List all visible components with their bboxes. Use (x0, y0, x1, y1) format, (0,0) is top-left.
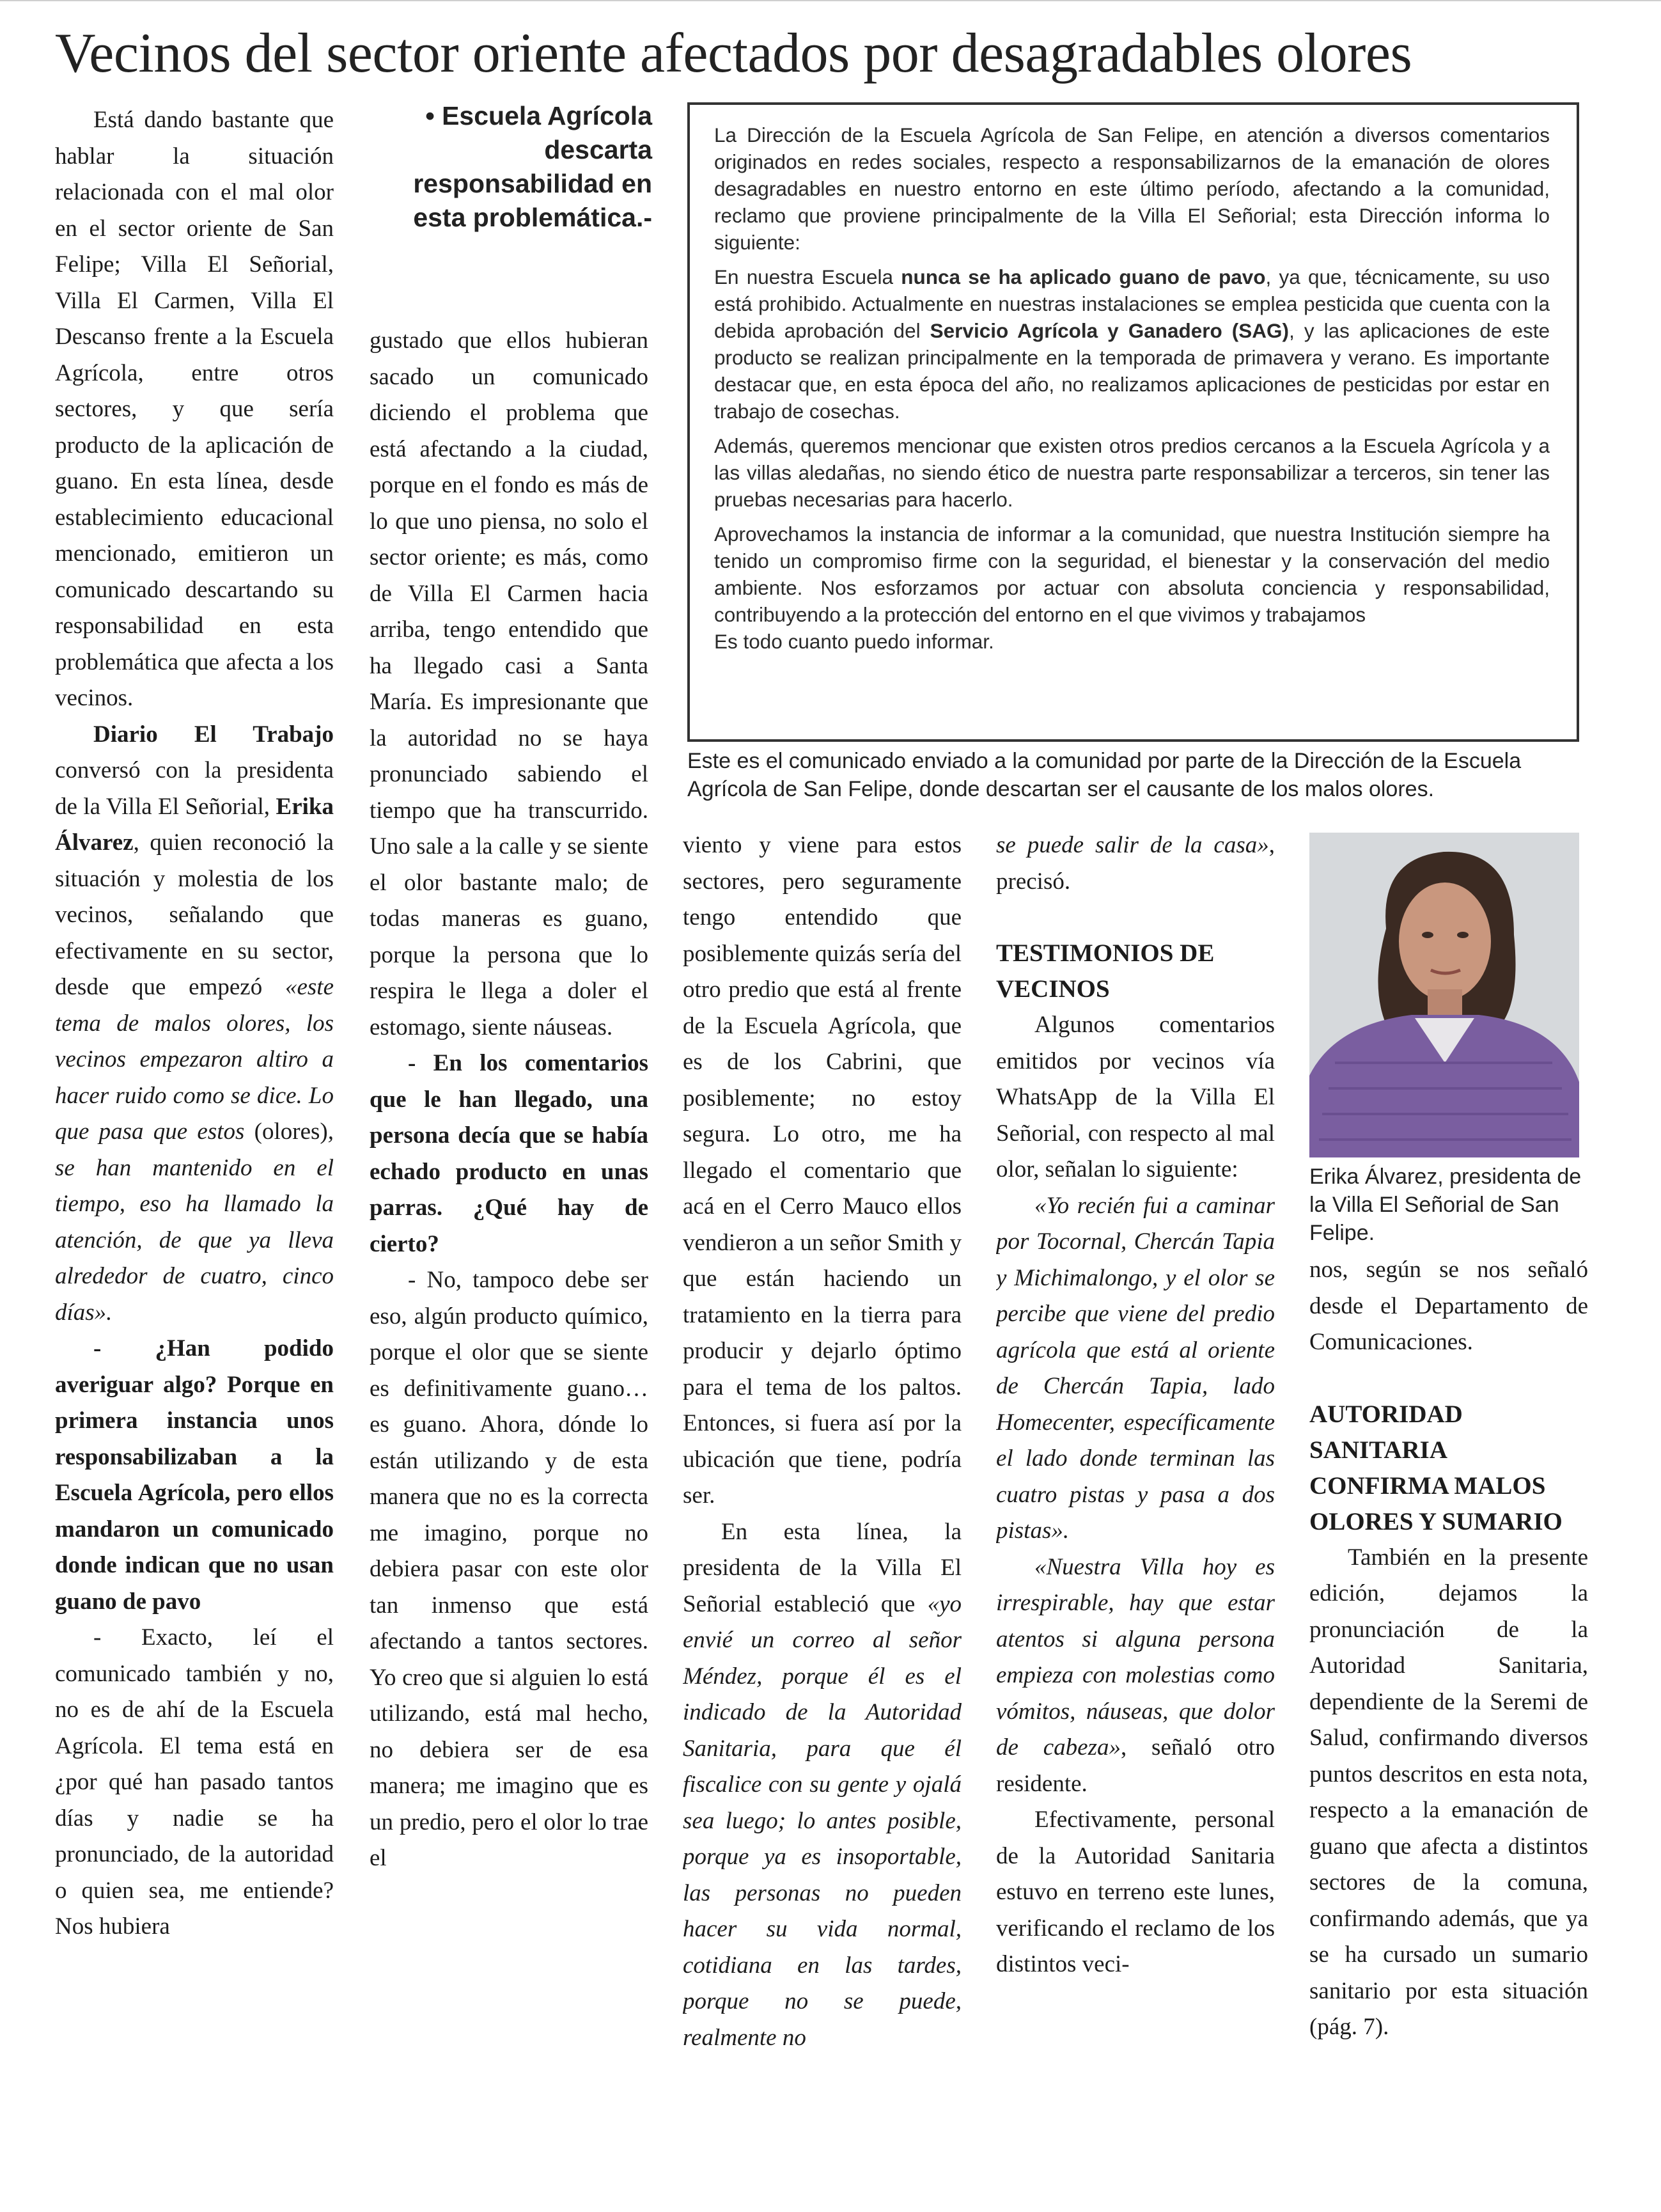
text-run: (olores) (244, 1118, 328, 1145)
column-5 (1309, 1252, 1588, 2200)
communique-paragraph-4: Aprovechamos la instancia de informar a la comunidad, que nuestra Institución siempre ha tenido un compromiso firme con la seguridad, el bienestar y la conservación del medio ambiente. Nos esforzamos por actuar con absoluta conciencia y responsabilidad, contribuyendo a la protección del entorno en el que vivimos y trabajamos (714, 522, 1550, 626)
president-statement (683, 1514, 962, 2057)
emphasis-run: Servicio Agrícola y Ganadero (SAG) (930, 319, 1290, 342)
quote-run: «yo envié un correo al señor Méndez, porque él es el indicado de la Autoridad Sanitaria, para que él fiscalice con su gente y ojalá sea luego; lo antes posible, porque ya es insoportable, las personas no pueden hacer su vida normal, cotidiana en las tardes, porque no se puede, realmente no (683, 1590, 962, 2051)
text-run: , señaló otro residente. (996, 1734, 1275, 1797)
communique-paragraph-1: La Dirección de la Escuela Agrícola de San Felipe, en atención a diversos comentarios originados en redes sociales, respecto a responsabilizarnos de la emanación de olores desagradables en nuestro entorno en este último período, afectando a la comunidad, reclamo que proviene principalmente de la Villa El Señorial; esta Dirección informa lo siguiente: (714, 123, 1550, 254)
column-3 (683, 828, 962, 2200)
photo-caption: Erika Álvarez, presidenta de la Villa El Señorial de San Felipe. (1309, 1165, 1582, 1245)
authority-visit: Efectivamente, personal de la Autoridad Sanitaria estuvo en terreno este lunes, verificando el reclamo de los distintos veci- (996, 1807, 1275, 1977)
testimonial-2 (996, 1549, 1275, 1803)
emphasis-run: nunca se ha aplicado guano de pavo (901, 265, 1266, 288)
portrait-photo-icon (1309, 833, 1579, 1157)
text-run: En esta línea, la presidenta de la Villa El Señorial estableció que (683, 1518, 962, 1617)
communique-box (687, 102, 1579, 742)
portrait-photo (1309, 833, 1579, 1157)
answer-1-continued: gustado que ellos hubieran sacado un comunicado diciendo el problema que está afectando a la ciudad, porque en el fondo es más de lo que uno piensa, no solo el sector oriente; es más, como de Villa El Carmen hacia arriba, tengo entendido que ha llegado casi a Santa María. Es impresionante que la autoridad no se haya pronunciado sabiendo el tiempo que ha transcurrido. Uno sale a la calle y se siente el olor bastante malo; de todas maneras es guano, porque la persona que lo respira le llega a doler el estomago, siente náuseas. (370, 327, 648, 1040)
pull-quote: • Escuela Agrícola descarta responsabilidad en esta problemática.- (413, 101, 652, 232)
answer-2-continued: viento y viene para estos sectores, pero seguramente tengo entendido que posiblemente quizás sería del otro predio que está al frente de la Escuela Agrícola, que es de los Cabrini, que posiblemente; no estoy segura. Lo otro, me ha llegado el comentario que acá en el Cerro Mauco ellos vendieron a un señor Smith y que están haciendo un tratamiento en la tierra para producir y dejarlo óptimo para el tema de los paltos. Entonces, si fuera así por la ubicación que tiene, podría ser. (683, 832, 962, 1509)
quote-run: , se han mantenido en el tiempo, eso ha llamado la atención, de que ya lleva alrededor de cuatro, cinco días». (55, 1118, 334, 1326)
section-heading-testimonios: TESTIMONIOS DE VECINOS (996, 939, 1215, 1003)
quote-run: «este tema de malos olores, los vecinos empezaron altiro a hacer ruido como se dice. Lo que pasa que estos (55, 974, 334, 1145)
text-run: , quien reconoció la situación y molestia de los vecinos, señalando que efectivamente en su sector, desde que empezó (55, 829, 334, 1000)
interview-intro (55, 717, 334, 1331)
column-4 (996, 828, 1275, 2200)
communique-caption: Este es el comunicado enviado a la comunidad por parte de la Dirección de la Escuela Agrícola de San Felipe, donde descartan ser el causante de los malos olores. (687, 749, 1522, 801)
authority-paragraph: También en la presente edición, dejamos la pronunciación de la Autoridad Sanitaria, dependiente de la Seremi de Salud, confirmando diversos puntos descritos en esta nota, respecto a la emanación de guano que afecta a distintos sectores de la comuna, confirmando además, que ya se ha cursado un sumario sanitario por esta situación (pág. 7). (1309, 1544, 1588, 2040)
intro-paragraph: Está dando bastante que hablar la situación relacionada con el mal olor en el sector oriente de San Felipe; Villa El Señorial, Villa El Carmen, Villa El Descanso frente a la Escuela Agrícola, entre otros sectores, y que sería producto de la aplicación de guano. En esta línea, desde establecimiento educacional mencionado, emitieron un comunicado descartando su responsabilidad en esta problemática que afecta a los vecinos. (55, 107, 334, 711)
newspaper-name: Diario El Trabajo (93, 721, 334, 748)
text-run: , precisó. (996, 832, 1275, 895)
question-1: - ¿Han podido averiguar algo? Porque en primera instancia unos responsabilizaban a la Escuela Agrícola, pero ellos mandaron un comunicado donde indican que no usan guano de pavo (55, 1335, 334, 1615)
section-heading-autoridad: AUTORIDAD SANITARIA CONFIRMA MALOS OLORES Y SUMARIO (1309, 1400, 1563, 1535)
quote-run: «Nuestra Villa hoy es irrespirable, hay que estar atentos si alguna persona empieza con molestias como vómitos, náuseas, que dolor de cabeza» (996, 1553, 1275, 1761)
column-1 (55, 102, 334, 2200)
testimonial-1: «Yo recién fui a caminar por Tocornal, Chercán Tapia y Michimalongo, y el olor se percibe que viene del predio agrícola que está al oriente de Chercán Tapia, lado Homecenter, específicamente el lado donde terminan las cuatro pistas y pasa a dos pistas». (996, 1192, 1275, 1544)
quote-run: se puede salir de la casa» (996, 832, 1269, 858)
communique-closing: Es todo cuanto puedo informar. (714, 630, 994, 653)
question-2: - En los comentarios que le han llegado, una persona decía que se había echado producto en unas parras. ¿Qué hay de cierto? (370, 1050, 648, 1257)
interviewee-name: Erika Álvarez (55, 793, 334, 856)
communique-paragraph-3: Además, queremos mencionar que existen otros predios cercanos a la Escuela Agrícola y a las villas aledañas, no siendo ético de nuestra parte responsabilizar a terceros, sin tener las pruebas necesarias para hacerlo. (714, 434, 1550, 511)
communique-paragraph-2 (714, 263, 1550, 425)
text-run: , ya que, técnicamente, su uso está prohibido. Actualmente en nuestras instalaciones se emplea pesticida que cuenta con la debida aprobación del (714, 265, 1550, 342)
headline: Vecinos del sector oriente afectados por desagradables olores (55, 22, 1412, 84)
answer-2: - No, tampoco debe ser eso, algún producto químico, porque el olor que se siente es definitivamente guano… es guano. Ahora, dónde lo están utilizando y de esta manera que no es la correcta me imagino, porque no debiera pasar con este olor tan inmenso que está afectando a tantos sectores. Yo creo que si alguien lo está utilizando, está mal hecho, no debiera ser de esa manera; me imagino que es un predio, pero el olor lo trae el (370, 1267, 648, 1871)
text-run: , y las aplicaciones de este producto se realizan principalmente en la temporada de primavera y verano. Es importante destacar que, en esta época del año, no realizamos aplicaciones de pesticidas por estar en trabajo de cosechas. (714, 319, 1550, 423)
authority-visit-continued: nos, según se nos señaló desde el Departamento de Comunicaciones. (1309, 1257, 1588, 1355)
text-run: En nuestra Escuela (714, 265, 901, 288)
answer-1: - Exacto, leí el comunicado también y no, no es de ahí de la Escuela Agrícola. El tema está en ¿por qué han pasado tantos días y nadie se ha pronunciado, de la autoridad o quien sea, me entiende? Nos hubiera (55, 1624, 334, 1940)
column-2 (370, 323, 648, 2200)
top-rule (0, 0, 1661, 1)
testimonials-intro: Algunos comentarios emitidos por vecinos vía WhatsApp de la Villa El Señorial, con respecto al mal olor, señalan lo siguiente: (996, 1012, 1275, 1182)
quote-ending (996, 828, 1275, 900)
text-run: conversó con la presidenta de la Villa El Señorial, (55, 757, 334, 820)
